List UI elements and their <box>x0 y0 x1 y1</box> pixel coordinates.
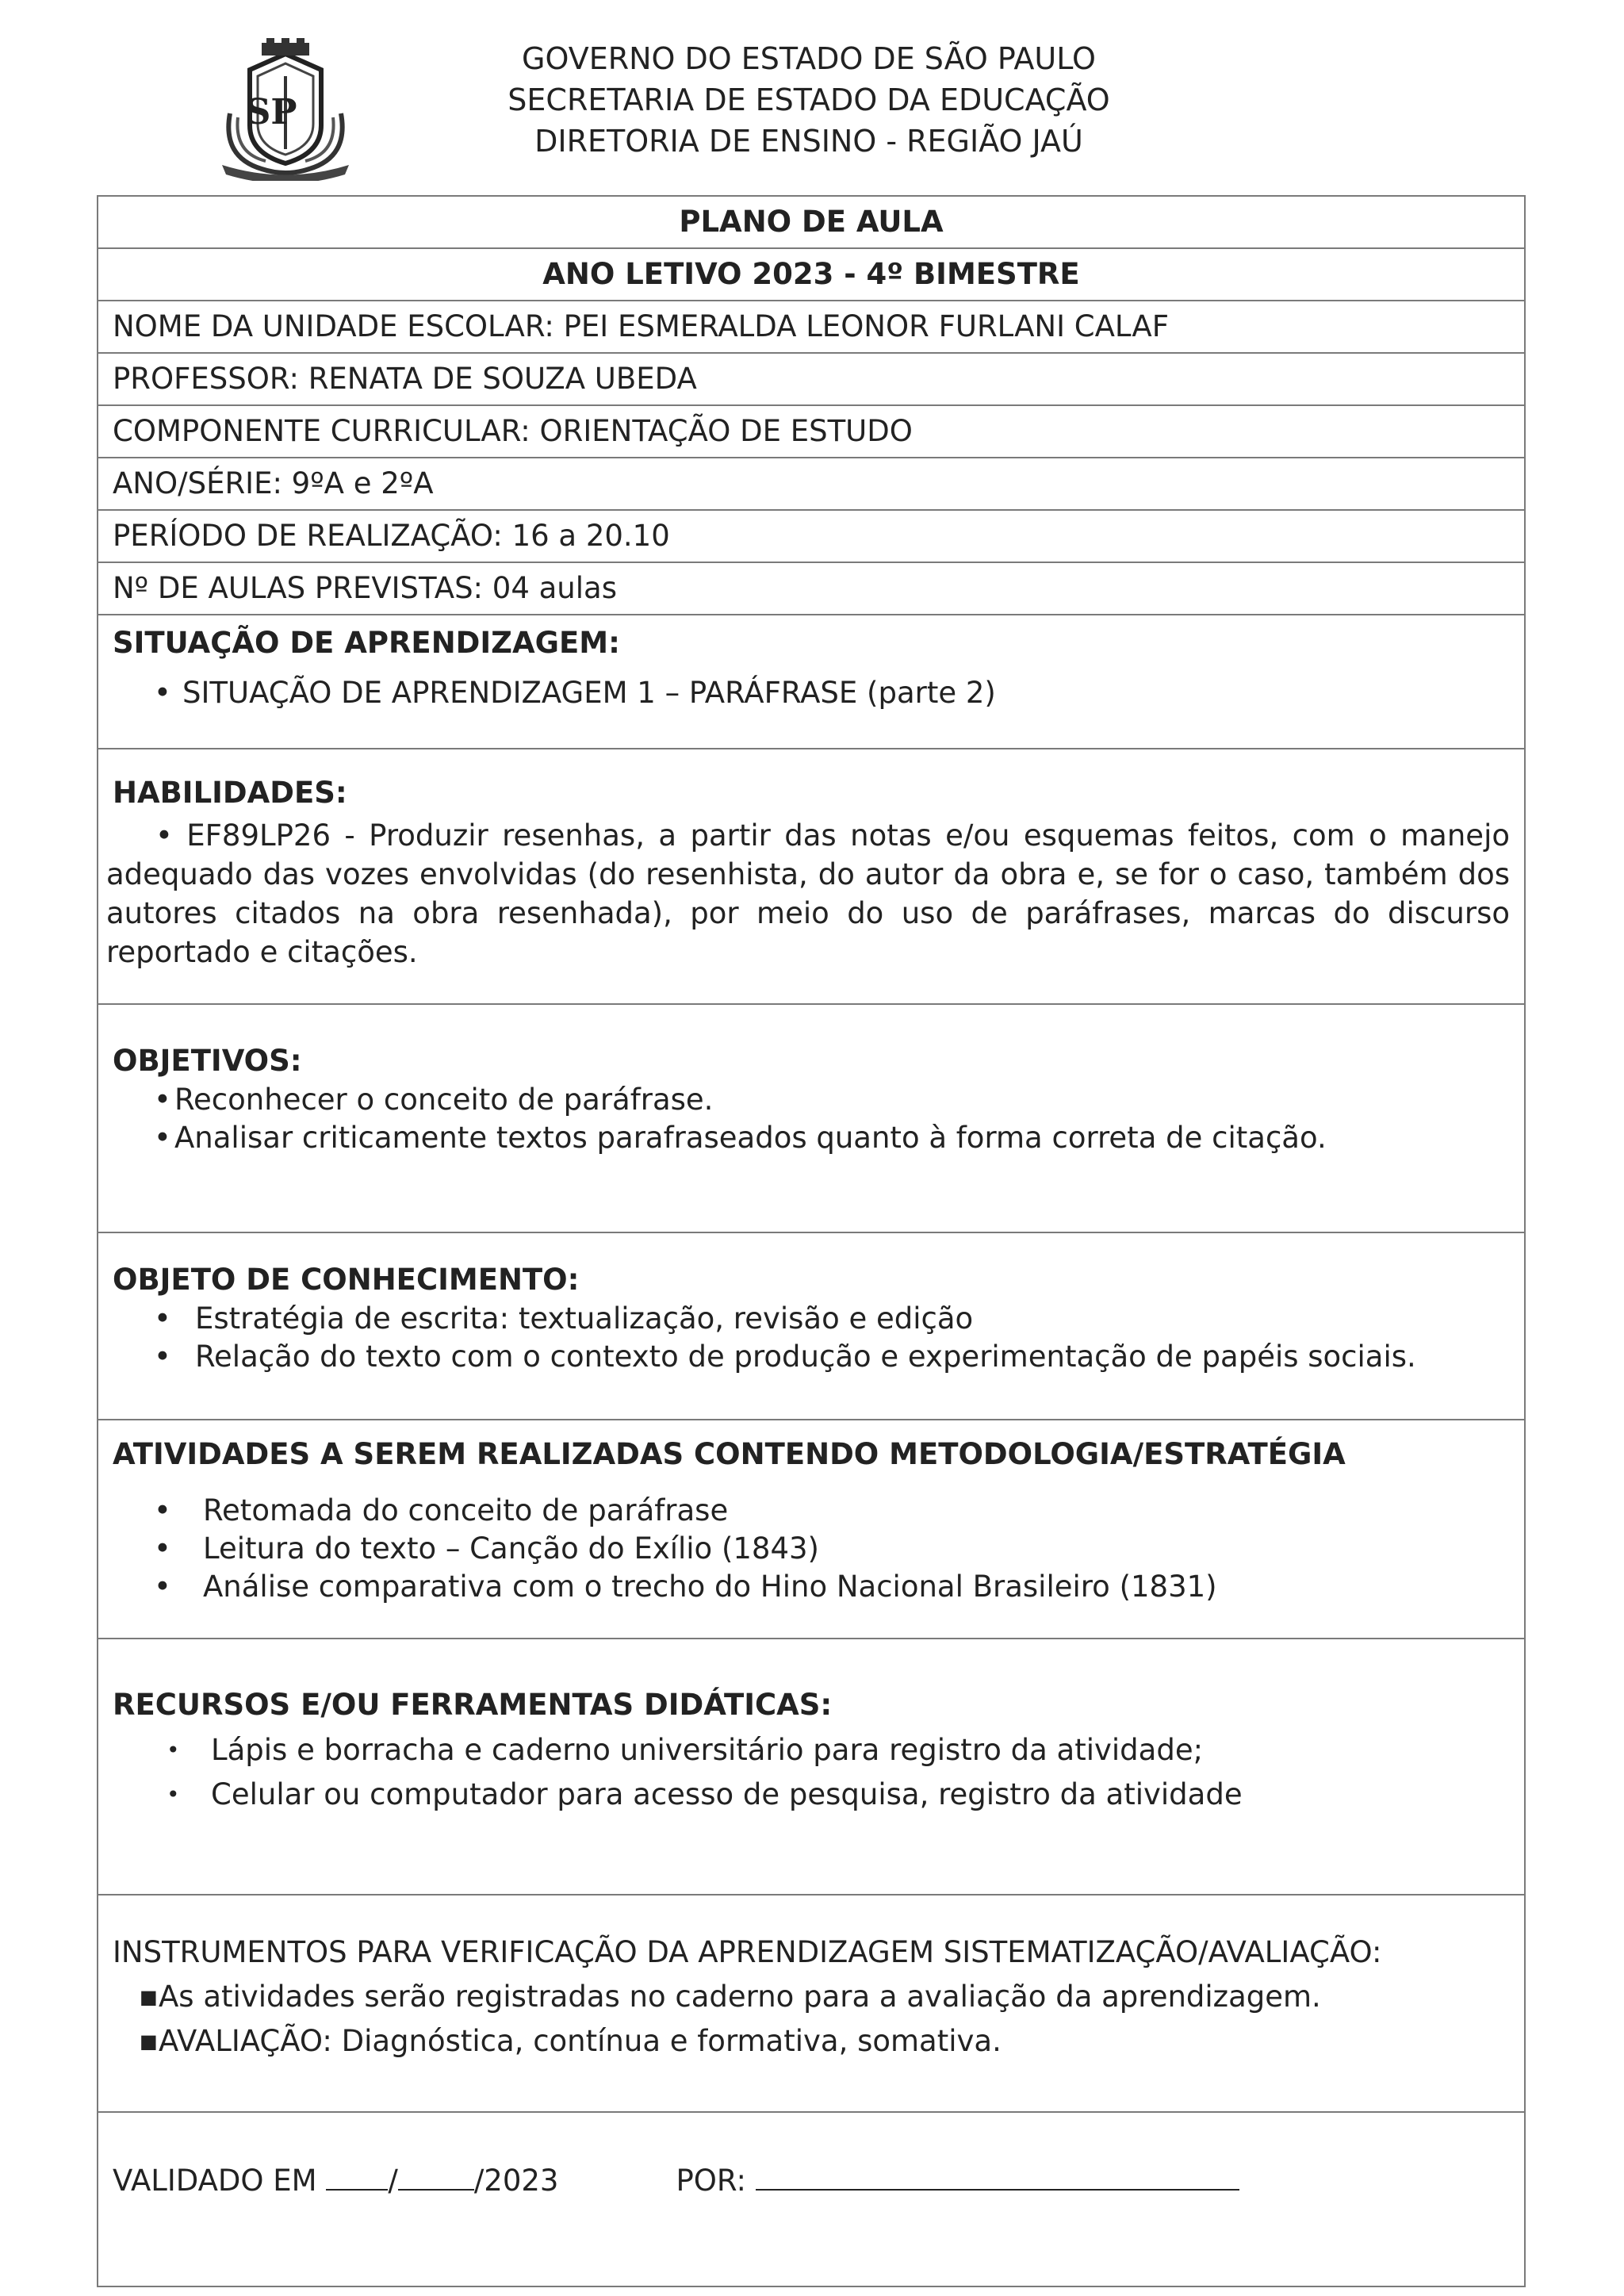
objetivos-title: OBJETIVOS: <box>113 1044 302 1078</box>
list-item: • Relação do texto com o contexto de produção e experimentação de papéis sociais. <box>113 1338 1510 1376</box>
table-row <box>98 196 1525 248</box>
bullet-icon: • <box>154 1570 171 1604</box>
header-line-directorate: DIRETORIA DE ENSINO - REGIÃO JAÚ <box>534 124 1083 159</box>
habilidades-section <box>98 749 1525 1004</box>
objeto-section <box>98 1232 1525 1420</box>
grade-level: ANO/SÉRIE: 9ºA e 2ºA <box>98 458 1525 510</box>
objeto-title: OBJETO DE CONHECIMENTO: <box>113 1263 580 1297</box>
lesson-count: Nº DE AULAS PREVISTAS: 04 aulas <box>98 562 1525 615</box>
header-line-secretariat: SECRETARIA DE ESTADO DA EDUCAÇÃO <box>508 82 1110 117</box>
table-row <box>98 301 1525 353</box>
habilidade-text: • EF89LP26 - Produzir resenhas, a partir das notas e/ou esquemas feitos, com o manejo adequado das vozes envolvidas (do resenhista, do autor da obra e, se for o caso, também dos autores citados na obra resenhada), por meio do uso de paráfrases, marcas do discurso reportado e citações. <box>106 818 1510 969</box>
teacher-name: PROFESSOR: RENATA DE SOUZA UBEDA <box>98 353 1525 405</box>
svg-text:SP: SP <box>245 92 297 132</box>
bullet-icon: • <box>154 1531 171 1566</box>
instrumentos-section <box>98 1895 1525 2112</box>
list-item: • Leitura do texto – Canção do Exílio (1843) <box>113 1530 1510 1568</box>
bullet-icon: • <box>154 1121 171 1155</box>
bullet-icon: • <box>155 818 187 853</box>
recursos-section <box>98 1639 1525 1895</box>
table-row <box>98 405 1525 458</box>
square-bullet-icon: ■ <box>140 2030 158 2053</box>
bullet-icon: • <box>154 1340 171 1374</box>
table-row <box>98 353 1525 405</box>
lesson-plan-table <box>97 195 1526 2287</box>
header-line-government: GOVERNO DO ESTADO DE SÃO PAULO <box>522 41 1096 76</box>
list-item: • Reconhecer o conceito de paráfrase. <box>113 1081 1510 1119</box>
bullet-icon: • <box>154 1493 171 1527</box>
atividades-title: ATIVIDADES A SEREM REALIZADAS CONTENDO METODOLOGIA/ESTRATÉGIA <box>113 1437 1346 1471</box>
table-row <box>98 458 1525 510</box>
list-item: • Analisar criticamente textos parafraseados quanto à forma correta de citação. <box>113 1119 1510 1157</box>
table-row <box>98 248 1525 301</box>
list-item: ■ AVALIAÇÃO: Diagnóstica, contínua e formativa, somativa. <box>113 2019 1510 2064</box>
plan-title: PLANO DE AULA <box>98 196 1525 248</box>
table-row <box>98 510 1525 562</box>
day-field[interactable] <box>326 2160 388 2191</box>
list-item: • Lápis e borracha e caderno universitário para registro da atividade; <box>113 1728 1510 1773</box>
validacao-section <box>98 2112 1525 2286</box>
square-bullet-icon: ■ <box>140 1986 158 2008</box>
month-field[interactable] <box>398 2160 474 2191</box>
atividades-section <box>98 1420 1525 1639</box>
sao-paulo-seal-icon <box>214 38 357 181</box>
list-item: • Análise comparativa com o trecho do Hino Nacional Brasileiro (1831) <box>113 1568 1510 1606</box>
bullet-icon: • <box>167 1781 180 1807</box>
list-item: • Retomada do conceito de paráfrase <box>113 1492 1510 1530</box>
list-item: ■ As atividades serão registradas no caderno para a avaliação da aprendizagem. <box>113 1975 1510 2019</box>
curricular-component: COMPONENTE CURRICULAR: ORIENTAÇÃO DE ESTUDO <box>98 405 1525 458</box>
school-name: NOME DA UNIDADE ESCOLAR: PEI ESMERALDA LEONOR FURLANI CALAF <box>98 301 1525 353</box>
situacao-section <box>98 615 1525 749</box>
validation-line: VALIDADO EM / /2023 POR: <box>113 2160 1510 2202</box>
objetivos-section <box>98 1004 1525 1232</box>
bullet-icon: • <box>154 1301 171 1336</box>
signature-field[interactable] <box>756 2160 1239 2191</box>
page-header <box>0 38 1624 173</box>
plan-year: ANO LETIVO 2023 - 4º BIMESTRE <box>98 248 1525 301</box>
bullet-icon: • <box>154 676 171 710</box>
habilidades-title: HABILIDADES: <box>113 776 347 810</box>
list-item: • Celular ou computador para acesso de pesquisa, registro da atividade <box>113 1773 1510 1817</box>
bullet-icon: • <box>154 1083 171 1117</box>
instrumentos-title: INSTRUMENTOS PARA VERIFICAÇÃO DA APRENDIZAGEM SISTEMATIZAÇÃO/AVALIAÇÃO: <box>113 1935 1382 1969</box>
table-row <box>98 562 1525 615</box>
bullet-icon: • <box>167 1737 180 1763</box>
list-item: • Estratégia de escrita: textualização, revisão e edição <box>113 1300 1510 1338</box>
list-item: • SITUAÇÃO DE APRENDIZAGEM 1 – PARÁFRASE (parte 2) <box>113 674 1510 712</box>
situacao-title: SITUAÇÃO DE APRENDIZAGEM: <box>113 626 620 660</box>
recursos-title: RECURSOS E/OU FERRAMENTAS DIDÁTICAS: <box>113 1688 833 1722</box>
period: PERÍODO DE REALIZAÇÃO: 16 a 20.10 <box>98 510 1525 562</box>
